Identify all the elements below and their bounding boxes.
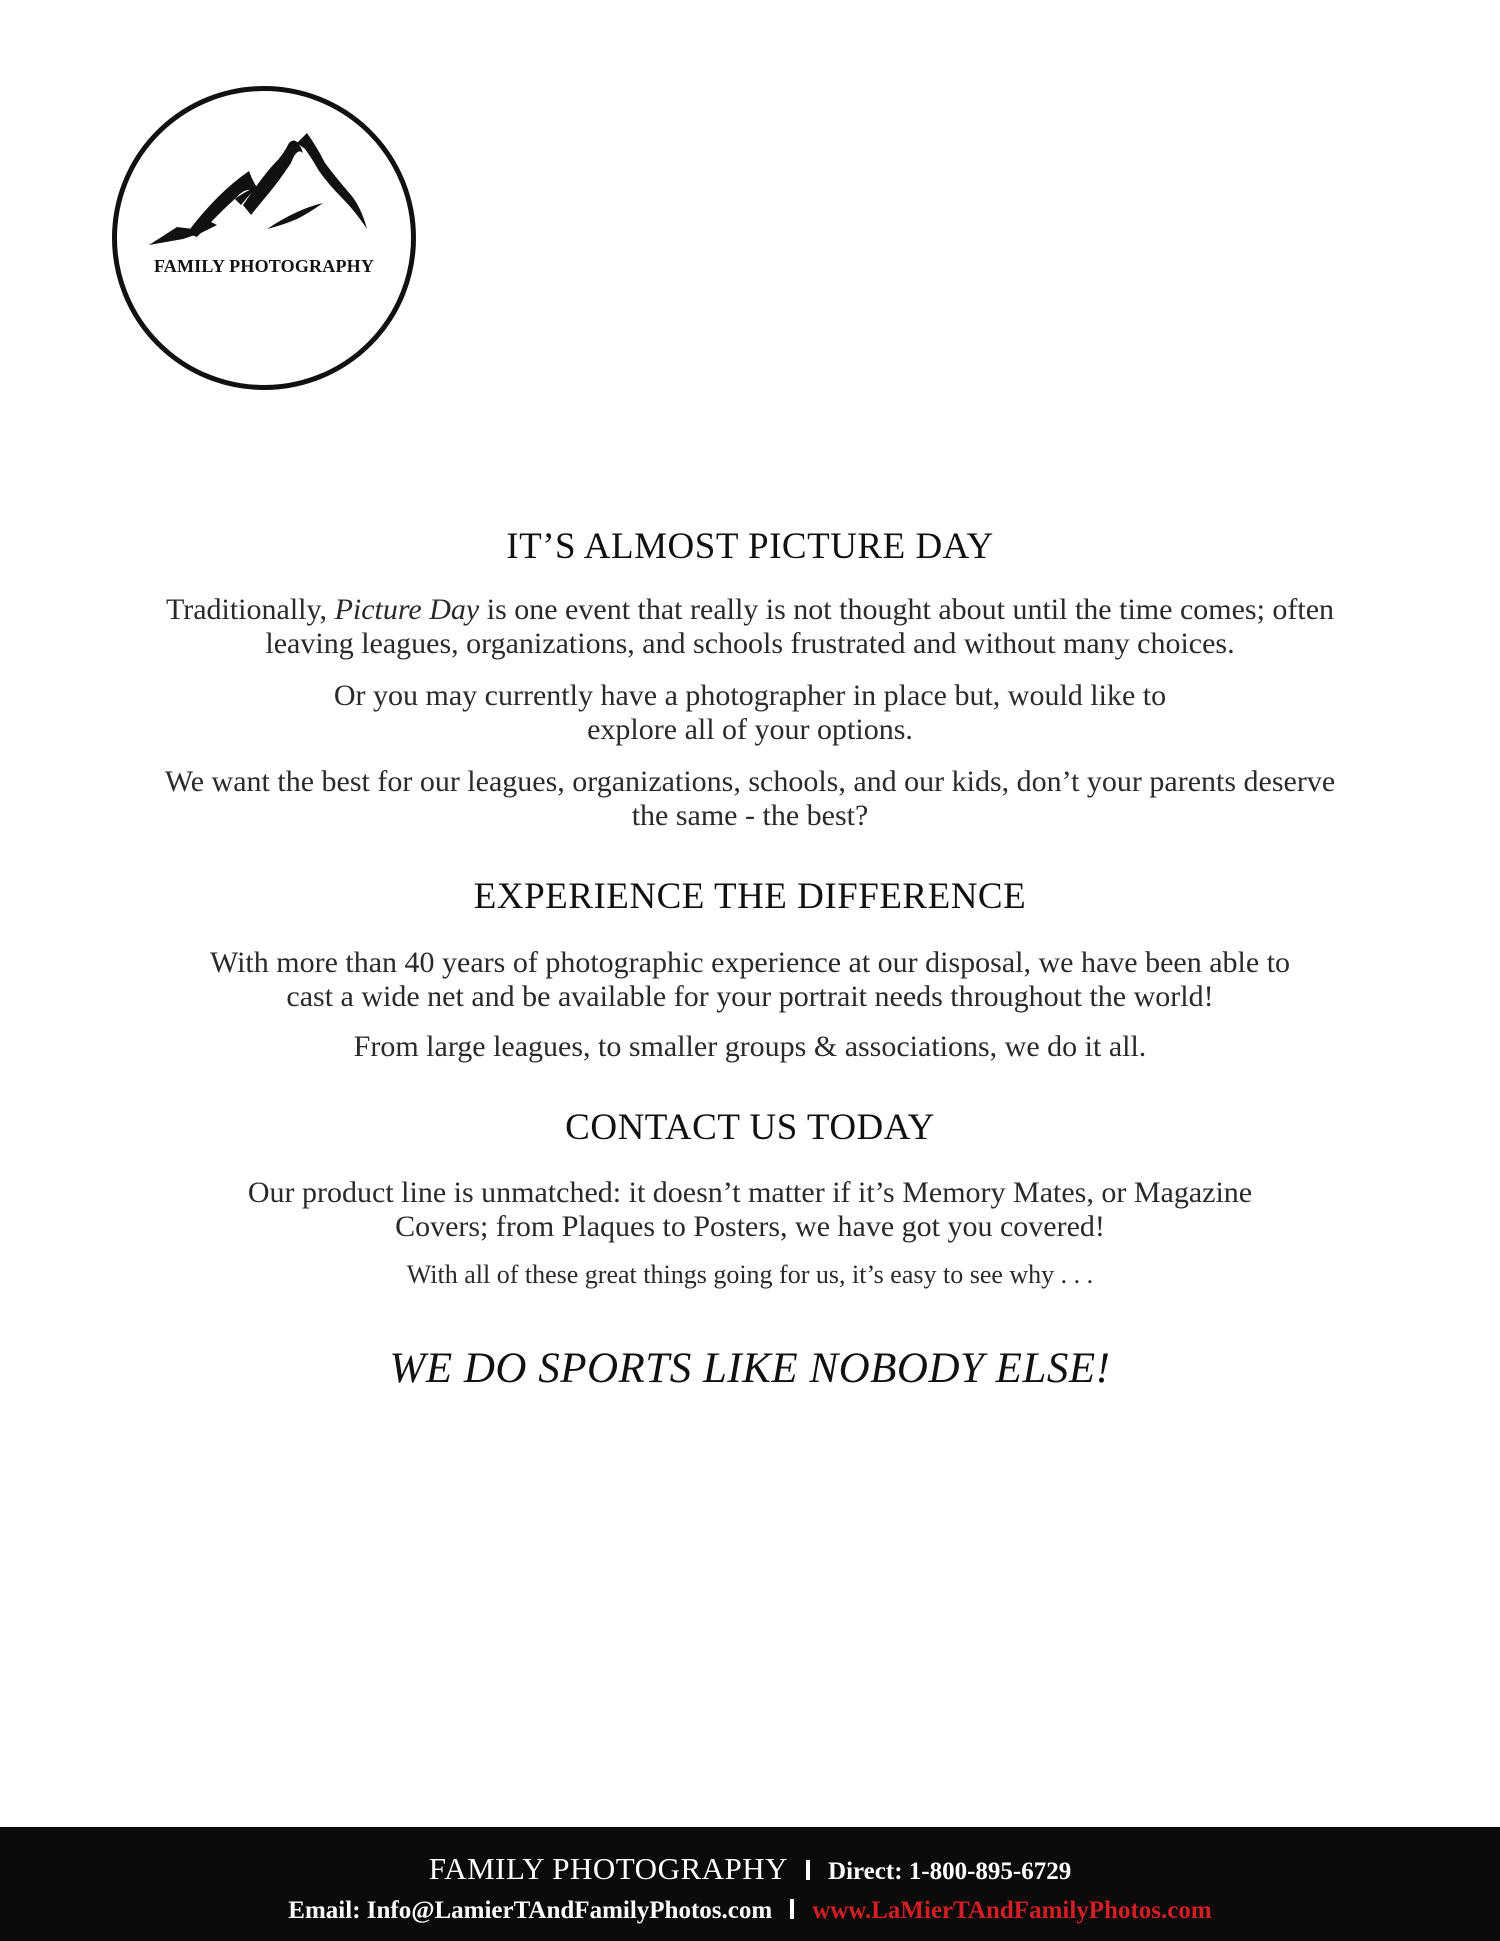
paragraph-product-line: Our product line is unmatched: it doesn’t matter if it’s Memory Mates, or Magazine Covers; from Plaques to Posters, we have got you covered! — [247, 1176, 1253, 1244]
logo-text: FAMILY PHOTOGRAPHY — [153, 256, 375, 276]
heading-experience: EXPERIENCE THE DIFFERENCE — [473, 876, 1027, 918]
intro-text-start: Traditionally, — [165, 593, 335, 627]
footer — [0, 1827, 1500, 1941]
footer-email[interactable]: Email: Info@LamierTAndFamilyPhotos.com — [288, 1897, 773, 1924]
footer-row-contact — [0, 1893, 1500, 1932]
logo — [112, 86, 416, 390]
tagline: WE DO SPORTS LIKE NOBODY ELSE! — [389, 1345, 1111, 1393]
footer-divider — [806, 1860, 810, 1880]
footer-phone[interactable]: Direct: 1-800-895-6729 — [828, 1858, 1072, 1885]
intro-text-end: is one event that really is not thought about until the time comes; often leaving leagues, organizations, and schools frustrated and without many choices. — [265, 593, 1335, 661]
paragraph-picture-day-intro — [150, 593, 1350, 661]
heading-contact: CONTACT US TODAY — [565, 1106, 935, 1148]
heading-picture-day: IT’S ALMOST PICTURE DAY — [506, 526, 994, 567]
paragraph-best-for-kids: We want the best for our leagues, organizations, schools, and our kids, don’t your parents deserve the same - the best? — [164, 765, 1336, 833]
paragraph-we-do-it-all: From large leagues, to smaller groups & associations, we do it all. — [353, 1029, 1147, 1063]
footer-divider — [790, 1899, 794, 1919]
footer-row-brand — [0, 1851, 1500, 1893]
paragraph-photographer-options: Or you may currently have a photographer in place but, would like to explore all of your options. — [333, 679, 1167, 747]
picture-day-italic: Picture Day — [334, 593, 480, 627]
main-content — [150, 525, 1350, 1393]
footer-website-link[interactable]: www.LaMierTAndFamilyPhotos.com — [812, 1897, 1212, 1924]
paragraph-experience: With more than 40 years of photographic experience at our disposal, we have been able to cast a wide net and be available for your portrait needs throughout the world! — [209, 945, 1291, 1013]
footer-brand: FAMILY PHOTOGRAPHY — [428, 1851, 789, 1886]
mountain-icon — [147, 133, 387, 253]
paragraph-easy-to-see: With all of these great things going for us, it’s easy to see why . . . — [406, 1260, 1094, 1290]
